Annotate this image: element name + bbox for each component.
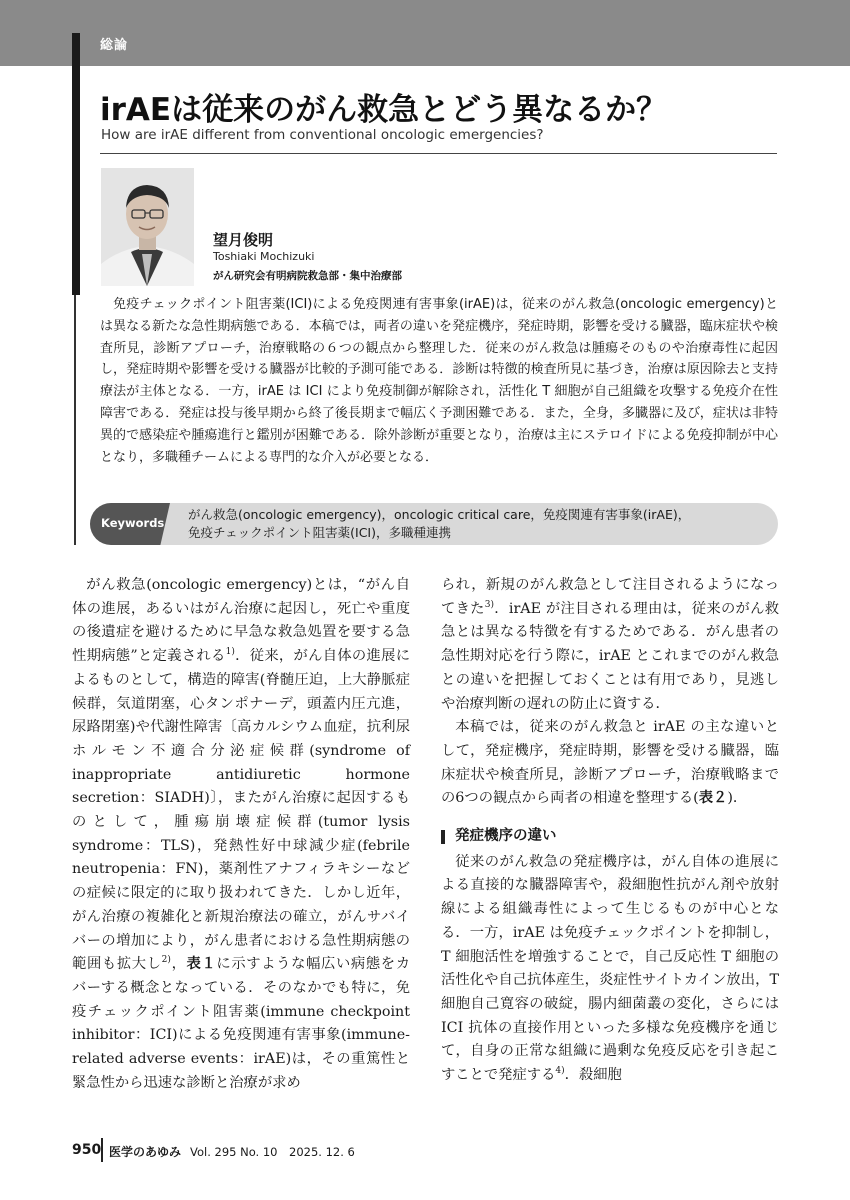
- keywords-label: Keywords: [101, 516, 165, 530]
- reference-mark: 3): [484, 599, 495, 610]
- left-thin-rule: [74, 295, 76, 545]
- author-name-roman: Toshiaki Mochizuki: [213, 250, 315, 263]
- text-run: ．殺細胞: [564, 1067, 622, 1084]
- text-run: に示すような幅広い病態をカバーする概念となっている．そのなかでも特に，免疫チェックポイント阻害薬(immune checkpoint inhibitor：ICI)による免疫関連有害事象(immune-related adverse events：irAE)は，その重篤性と緊急性から迅速な診断と治療が求め: [72, 956, 411, 1091]
- left-accent-rule: [72, 33, 80, 295]
- reference-mark: 4): [555, 1066, 565, 1077]
- author-name: 望月俊明: [213, 231, 274, 249]
- keywords-line-1: がん救急(oncologic emergency)，oncologic critical care，免疫関連有害事象(irAE)，: [188, 507, 691, 522]
- abstract-text: 免疫チェックポイント阻害薬(ICI)による免疫関連有害事象(irAE)は，従来のがん救急(oncologic emergency)とは異なる新たな急性期病態である．本稿では，両者の違いを発症機序，発症時期，影響を受ける臓器，臨床症状や検査所見，診断アプローチ，治療戦略の６つの観点から整理した．従来のがん救急は腫瘍そのものや治療毒性に起因し，発症時期や影響を受ける臓器が比較的予測可能である．診断は特徴的検査所見に基づき，治療は原因除去と支持療法が主体となる．一方，irAE は ICI により免疫制御が解除され，活性化 T 細胞が自己組織を攻撃する免疫介在性障害である．発症は投与後早期から終了後長期まで幅広く予測困難である．また，全身，多臓器に及び，症状は非特異的で感染症や腫瘍進行と鑑別が困難である．除外診断が重要となり，治療は主にステロイドによる免疫抑制が中心となり，多職種チームによる専門的な介入が必要となる．: [100, 297, 778, 465]
- title-divider: [100, 153, 777, 154]
- text-run: 本稿では，従来のがん救急と irAE の主な違いとして，発症機序，発症時期，影響を受ける臓器，臨床症状や検査所見，診断アプローチ，治療戦略までの6つの観点から両者の相違を整理する(: [441, 719, 779, 807]
- reference-mark: 1): [225, 647, 235, 658]
- section-marker-icon: [441, 830, 445, 844]
- header-band: [0, 0, 850, 66]
- author-affiliation: がん研究会有明病院救急部・集中治療部: [213, 270, 402, 282]
- keywords-line-2: 免疫チェックポイント阻害薬(ICI)，多職種連携: [188, 524, 451, 540]
- text-run: ．従来，がん自体の進展によるものとして，構造的障害(脊髄圧迫，上大静脈症候群，気道閉塞，心タンポナーデ，頭蓋内圧亢進，尿路閉塞)や代謝性障害〔高カルシウム血症，抗利尿ホルモン不適合分泌症候群(syndrome of inappropriate antidiuretic hormone secretion：SIADH)〕，またがん治療に起因するものとして，腫瘍崩壊症候群(tumor lysis syndrome：TLS)，発熱性好中球減少症(febrile neutropenia：FN)，薬剤性アナフィラキシーなどの症候に限定的に取り扱われてきた．しかし近年，がん治療の複雑化と新規治療法の確立，がんサバイバーの増加により，がん患者における急性期病態の範囲も拡大し: [72, 648, 411, 973]
- reference-mark: 2): [161, 955, 171, 966]
- text-run: られ，新規のがん救急として注目されるようになってきた: [441, 577, 779, 617]
- table-reference: 表１: [186, 956, 217, 973]
- journal-name: 医学のあゆみ: [109, 1145, 182, 1159]
- body-paragraph: [441, 574, 779, 716]
- body-paragraph: [441, 716, 779, 811]
- text-run: )．: [727, 790, 748, 807]
- text-run: ，: [170, 956, 187, 973]
- section-heading: [441, 825, 779, 849]
- author-portrait-image: [101, 168, 194, 286]
- keywords-list: [188, 506, 773, 541]
- text-run: 従来のがん救急の発症機序は，がん自体の進展による直接的な臓器障害や，殺細胞性抗がん剤や放射線による組織毒性によって生じるものが中心となる．一方，irAE は免疫チェックポイントを抑制し，T 細胞活性を増強することで，自己反応性 T 細胞の活性化や自己抗体産生，炎症性サイトカイン放出，T 細胞自己寛容の破綻，腸内細菌叢の変化，さらには ICI 抗体の直接作用といった多様な免疫機序を通じて，自身の正常な組織に過剰な免疫反応を引き起こすことで発症する: [441, 853, 779, 1084]
- abstract: [100, 294, 778, 468]
- body-paragraph: [441, 851, 779, 1088]
- section-label: 総論: [100, 38, 129, 53]
- section-heading-text: 発症機序の違い: [455, 828, 557, 845]
- table-reference: 表２: [698, 790, 728, 807]
- page-number: 950: [72, 1142, 102, 1158]
- body-column-right: [441, 574, 779, 1088]
- body-column-left: [72, 574, 410, 1095]
- text-run: ．irAE が注目される理由は，従来のがん救急とは異なる特徴を有するためである．がん患者の急性期対応を行う際に，irAE とこれまでのがん救急との違いを把握しておくことは有用であり，見逃しや治療判断の遅れの防止に資する．: [441, 600, 779, 712]
- journal-volume: Vol. 295 No. 10 2025. 12. 6: [190, 1145, 355, 1159]
- footer-divider: [101, 1138, 103, 1162]
- text-run: がん救急(oncologic emergency)とは，“がん自体の進展，あるいはがん治療に起因し，死亡や重度の後遺症を避けるために早急な救急処置を要する急性期病態”と定義される: [72, 577, 410, 665]
- article-subtitle: How are irAE different from conventional oncologic emergencies?: [101, 127, 544, 143]
- article-title: irAEは従来のがん救急とどう異なるか？: [100, 92, 668, 128]
- author-photo: [101, 168, 194, 286]
- body-paragraph: [72, 574, 410, 1095]
